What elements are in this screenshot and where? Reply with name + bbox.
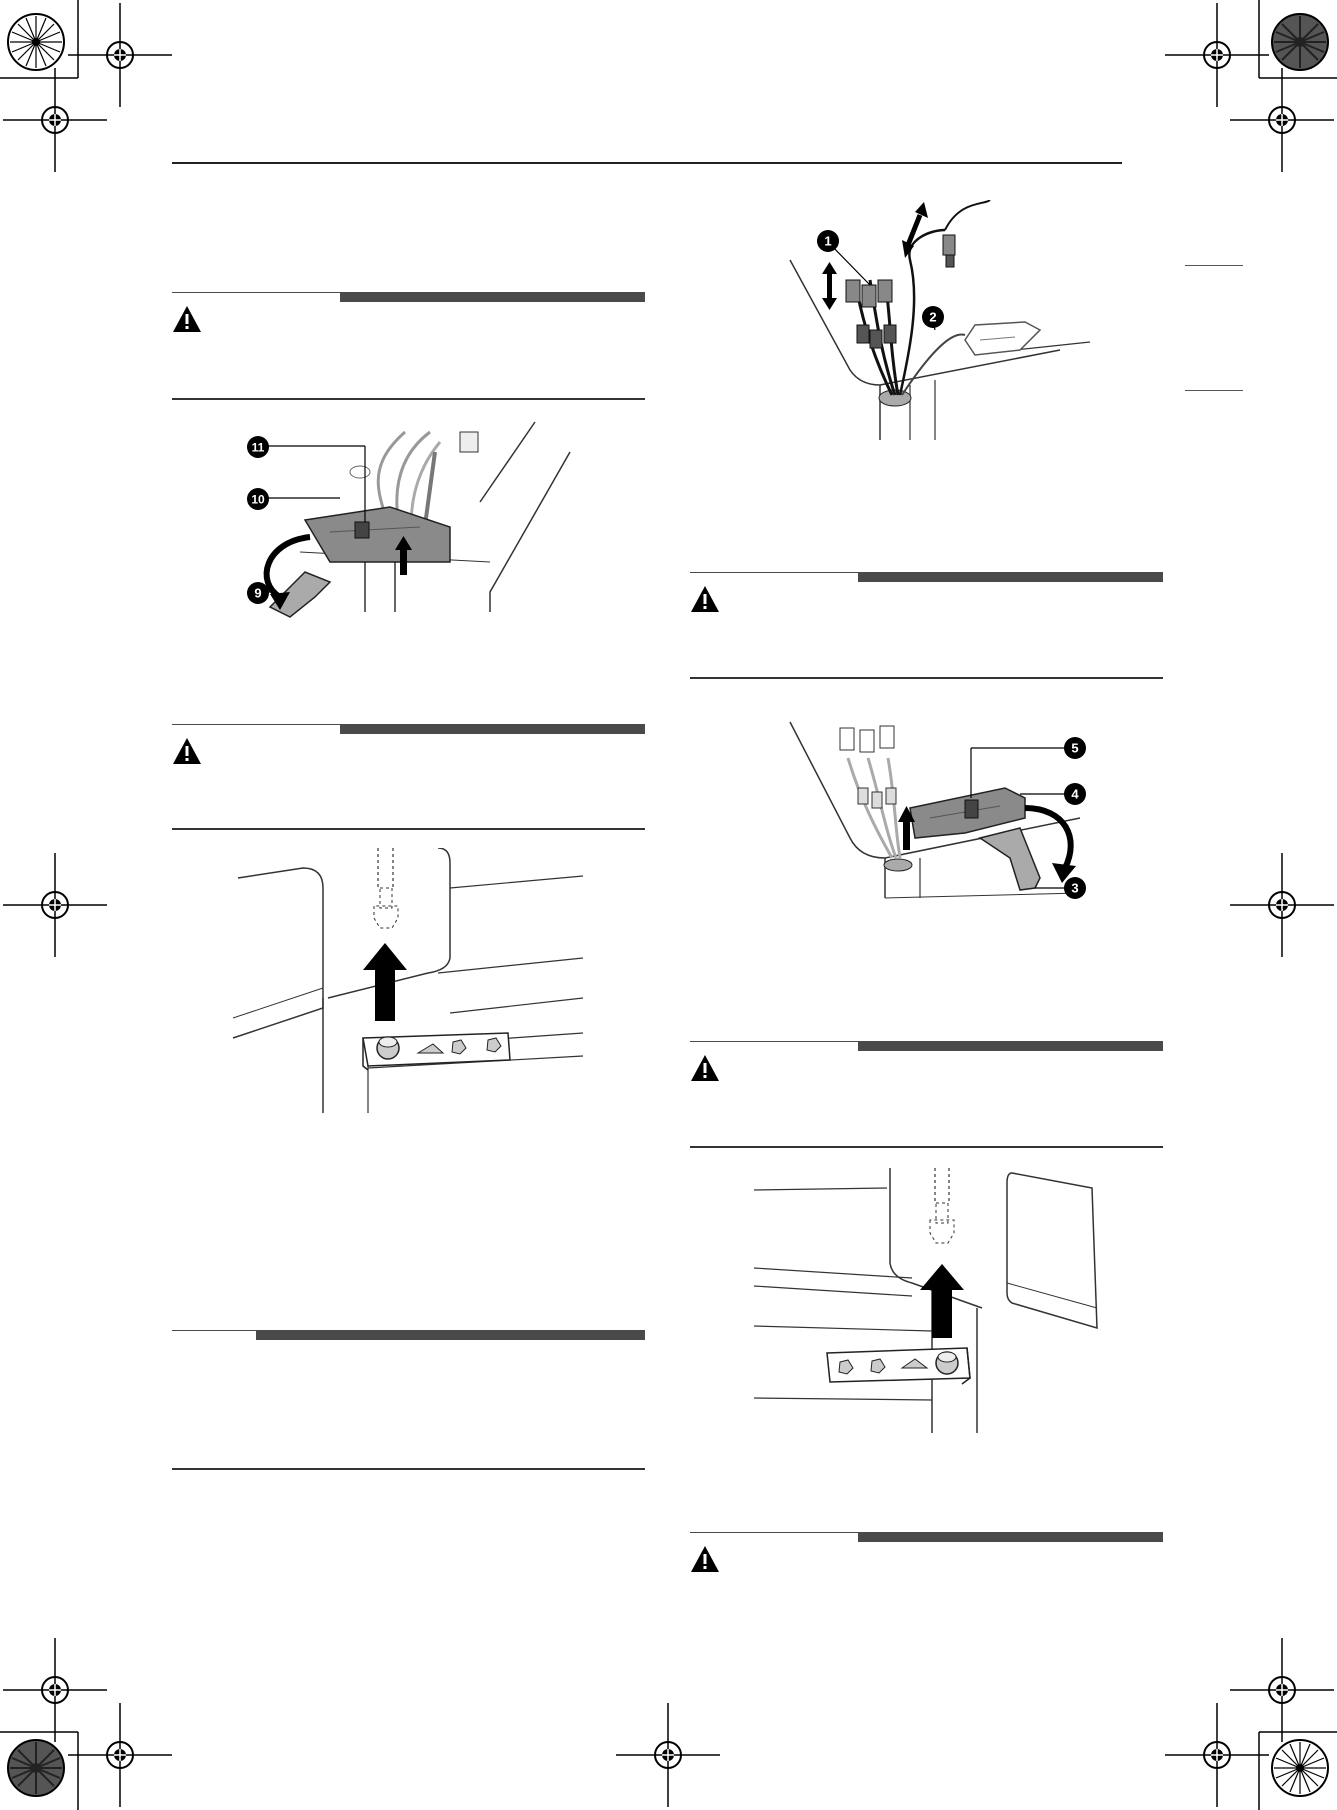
registration-mark-icon <box>3 68 107 172</box>
side-tab-line <box>1185 265 1243 266</box>
callout-3 <box>1063 876 1087 900</box>
section-divider <box>690 1146 1163 1148</box>
section-divider <box>172 1468 645 1470</box>
svg-text:1: 1 <box>824 233 832 249</box>
svg-text:4: 4 <box>1071 786 1079 802</box>
double-arrow-icon <box>822 262 837 310</box>
color-wheel-icon <box>1272 1740 1328 1796</box>
callout-2 <box>921 305 945 329</box>
color-wheel-icon <box>1272 14 1328 70</box>
registration-mark-icon <box>68 1703 172 1807</box>
registration-mark-icon <box>1230 1638 1334 1742</box>
svg-text:10: 10 <box>251 492 265 507</box>
up-arrow-icon <box>400 547 407 575</box>
caution-header-thin <box>690 1041 858 1042</box>
registration-mark-icon <box>3 853 107 957</box>
section-divider <box>172 828 645 830</box>
section-header-thin <box>172 1330 256 1331</box>
callout-11 <box>246 435 270 459</box>
callout-9 <box>246 581 270 605</box>
caution-header-thin <box>172 292 340 293</box>
side-tab-line <box>1185 390 1243 391</box>
up-arrow-icon <box>375 966 395 1021</box>
figure-door-lift-right <box>752 1168 1112 1438</box>
caution-header-thin <box>172 724 340 725</box>
double-arrow-icon <box>902 202 928 258</box>
callout-10 <box>246 487 270 511</box>
svg-text:2: 2 <box>929 309 937 325</box>
svg-text:9: 9 <box>254 585 262 601</box>
section-divider <box>690 677 1163 679</box>
caution-header-bar <box>858 572 1163 582</box>
callout-4 <box>1063 782 1087 806</box>
registration-mark-icon <box>3 1638 107 1742</box>
section-divider <box>172 398 645 400</box>
warning-triangle-icon <box>690 585 720 613</box>
svg-text:3: 3 <box>1071 880 1079 896</box>
registration-mark-icon <box>1165 3 1269 107</box>
header-rule <box>172 162 1122 164</box>
registration-mark-icon <box>1230 853 1334 957</box>
registration-mark-icon <box>1165 1703 1269 1807</box>
caution-header-thin <box>690 1532 858 1533</box>
up-arrow-icon <box>932 1286 952 1338</box>
callout-1 <box>816 229 840 253</box>
caution-header-thin <box>690 572 858 573</box>
registration-mark-icon <box>1230 68 1334 172</box>
callout-5 <box>1063 736 1087 760</box>
warning-triangle-icon <box>690 1545 720 1573</box>
caution-header-bar <box>340 724 645 734</box>
registration-mark-icon <box>68 3 172 107</box>
registration-mark-icon <box>616 1703 720 1807</box>
caution-header-bar <box>340 292 645 302</box>
figure-door-lift-left <box>228 848 588 1118</box>
warning-triangle-icon <box>172 305 202 333</box>
warning-triangle-icon <box>172 737 202 765</box>
caution-header-bar <box>858 1041 1163 1051</box>
svg-text:11: 11 <box>251 440 265 455</box>
caution-header-bar <box>858 1532 1163 1542</box>
up-arrow-icon <box>903 818 910 850</box>
section-header-bar <box>256 1330 645 1340</box>
color-wheel-icon <box>8 14 64 70</box>
color-wheel-icon <box>8 1740 64 1796</box>
svg-text:5: 5 <box>1071 740 1079 756</box>
warning-triangle-icon <box>690 1054 720 1082</box>
figure-hinge-cover-left <box>230 412 610 632</box>
